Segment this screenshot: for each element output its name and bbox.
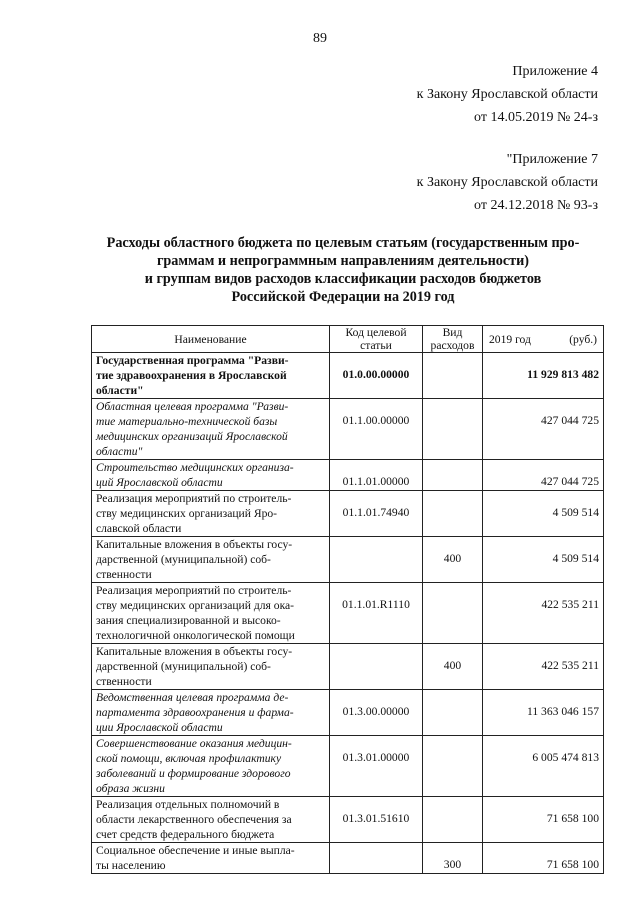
cell-name xyxy=(92,736,330,797)
cell-code xyxy=(330,644,423,690)
cell-code: 01.3.01.00000 xyxy=(330,736,423,797)
cell-name-line: ты населению xyxy=(96,859,166,872)
table-body xyxy=(92,353,604,874)
cell-name xyxy=(92,690,330,736)
table-row xyxy=(92,460,604,491)
cell-name-line: Реализация отдельных полномочий в xyxy=(96,798,280,811)
annex-current-reference xyxy=(417,60,598,129)
title-line: граммам и непрограммным направлениям деятельности) xyxy=(156,253,530,269)
cell-amount: 11 929 813 482 xyxy=(483,353,604,399)
cell-name-line: Реализация мероприятий по строитель- xyxy=(96,492,292,505)
cell-name-line: Совершенствование оказания медицин- xyxy=(96,737,292,750)
table-row xyxy=(92,583,604,644)
cell-type xyxy=(423,460,483,491)
expenditure-table xyxy=(91,325,604,874)
cell-name xyxy=(92,583,330,644)
cell-amount: 4 509 514 xyxy=(483,537,604,583)
cell-code: 01.0.00.00000 xyxy=(330,353,423,399)
cell-name-line: Областная целевая программа "Разви- xyxy=(96,400,289,413)
table-row xyxy=(92,399,604,460)
cell-type xyxy=(423,583,483,644)
cell-name-line: ской помощи, включая профилактику xyxy=(96,752,282,765)
cell-amount: 4 509 514 xyxy=(483,491,604,537)
cell-amount: 71 658 100 xyxy=(483,797,604,843)
cell-name-line: партамента здравоохранения и фарма- xyxy=(96,706,294,719)
table-row xyxy=(92,491,604,537)
cell-name xyxy=(92,353,330,399)
cell-name-line: ству медицинских организаций для ока- xyxy=(96,599,295,612)
cell-name xyxy=(92,797,330,843)
cell-name-line: зания специализированной и высоко- xyxy=(96,614,281,627)
cell-name-line: ции Ярославской области xyxy=(96,721,223,734)
cell-type: 300 xyxy=(423,843,483,874)
cell-amount: 427 044 725 xyxy=(483,399,604,460)
header-year: 2019 год xyxy=(489,332,531,346)
annex-previous-line-3: от 24.12.2018 № 93-з xyxy=(474,198,598,213)
cell-name-line: Строительство медицинских организа- xyxy=(96,461,294,474)
cell-name xyxy=(92,843,330,874)
title-line: Расходы областного бюджета по целевым статьям (государственным про- xyxy=(106,235,580,251)
cell-name-line: Государственная программа "Разви- xyxy=(96,354,289,367)
annex-current-line-1: Приложение 4 xyxy=(512,64,598,79)
header-code: Код целевой статьи xyxy=(330,326,423,353)
annex-current-line-2: к Закону Ярославской области xyxy=(416,87,598,102)
cell-type xyxy=(423,491,483,537)
cell-type: 400 xyxy=(423,644,483,690)
header-type: Вид расходов xyxy=(423,326,483,353)
table-row xyxy=(92,353,604,399)
cell-type xyxy=(423,797,483,843)
page-number: 89 xyxy=(313,31,327,46)
cell-name-line: медицинских организаций Ярославской xyxy=(96,430,288,443)
header-amount xyxy=(483,326,604,353)
table-row xyxy=(92,644,604,690)
cell-amount: 71 658 100 xyxy=(483,843,604,874)
cell-name xyxy=(92,399,330,460)
cell-code: 01.1.00.00000 xyxy=(330,399,423,460)
cell-name-line: Капитальные вложения в объекты госу- xyxy=(96,645,293,658)
cell-name-line: тие материально-технической базы xyxy=(96,415,278,428)
cell-name-line: заболеваний и формирование здорового xyxy=(96,767,291,780)
cell-type xyxy=(423,690,483,736)
cell-name xyxy=(92,491,330,537)
cell-name-line: ственности xyxy=(96,675,152,688)
cell-name-line: славской области xyxy=(96,522,182,535)
cell-name-line: образа жизни xyxy=(96,782,165,795)
cell-code: 01.1.01.74940 xyxy=(330,491,423,537)
table-header-row xyxy=(92,326,604,353)
cell-amount: 6 005 474 813 xyxy=(483,736,604,797)
cell-amount: 427 044 725 xyxy=(483,460,604,491)
table-row xyxy=(92,843,604,874)
table-row xyxy=(92,736,604,797)
cell-name-line: области" xyxy=(96,384,144,397)
annex-previous-reference xyxy=(417,148,598,217)
cell-name-line: тие здравоохранения в Ярославской xyxy=(96,369,287,382)
cell-type xyxy=(423,399,483,460)
cell-name-line: ственности xyxy=(96,568,152,581)
table-row xyxy=(92,537,604,583)
header-name: Наименование xyxy=(92,326,330,353)
cell-name-line: области" xyxy=(96,445,143,458)
cell-code xyxy=(330,537,423,583)
cell-name-line: дарственной (муниципальной) соб- xyxy=(96,553,271,566)
cell-type xyxy=(423,353,483,399)
cell-name-line: ций Ярославской области xyxy=(96,476,223,489)
cell-code: 01.1.01.R1110 xyxy=(330,583,423,644)
cell-type: 400 xyxy=(423,537,483,583)
cell-name-line: Социальное обеспечение и иные выпла- xyxy=(96,844,295,857)
table-row xyxy=(92,690,604,736)
cell-name-line: дарственной (муниципальной) соб- xyxy=(96,660,271,673)
cell-name-line: счет средств федерального бюджета xyxy=(96,828,275,841)
cell-name-line: Капитальные вложения в объекты госу- xyxy=(96,538,293,551)
annex-previous-line-1: "Приложение 7 xyxy=(506,152,598,167)
table-row xyxy=(92,797,604,843)
title-line: и группам видов расходов классификации расходов бюджетов xyxy=(144,271,542,287)
title-line: Российской Федерации на 2019 год xyxy=(231,289,455,305)
cell-code: 01.3.00.00000 xyxy=(330,690,423,736)
cell-code xyxy=(330,843,423,874)
annex-current-line-3: от 14.05.2019 № 24-з xyxy=(474,110,598,125)
cell-name xyxy=(92,460,330,491)
cell-name-line: области лекарственного обеспечения за xyxy=(96,813,292,826)
cell-code: 01.1.01.00000 xyxy=(330,460,423,491)
cell-name-line: технологичной онкологической помощи xyxy=(96,629,295,642)
cell-name-line: Реализация мероприятий по строитель- xyxy=(96,584,292,597)
header-unit: (руб.) xyxy=(569,332,597,346)
cell-name xyxy=(92,644,330,690)
cell-amount: 422 535 211 xyxy=(483,583,604,644)
cell-name-line: ству медицинских организаций Яро- xyxy=(96,507,278,520)
cell-amount: 422 535 211 xyxy=(483,644,604,690)
cell-type xyxy=(423,736,483,797)
cell-amount: 11 363 046 157 xyxy=(483,690,604,736)
cell-code: 01.3.01.51610 xyxy=(330,797,423,843)
cell-name xyxy=(92,537,330,583)
annex-previous-line-2: к Закону Ярославской области xyxy=(416,175,598,190)
cell-name-line: Ведомственная целевая программа де- xyxy=(96,691,289,704)
document-title xyxy=(88,234,598,306)
